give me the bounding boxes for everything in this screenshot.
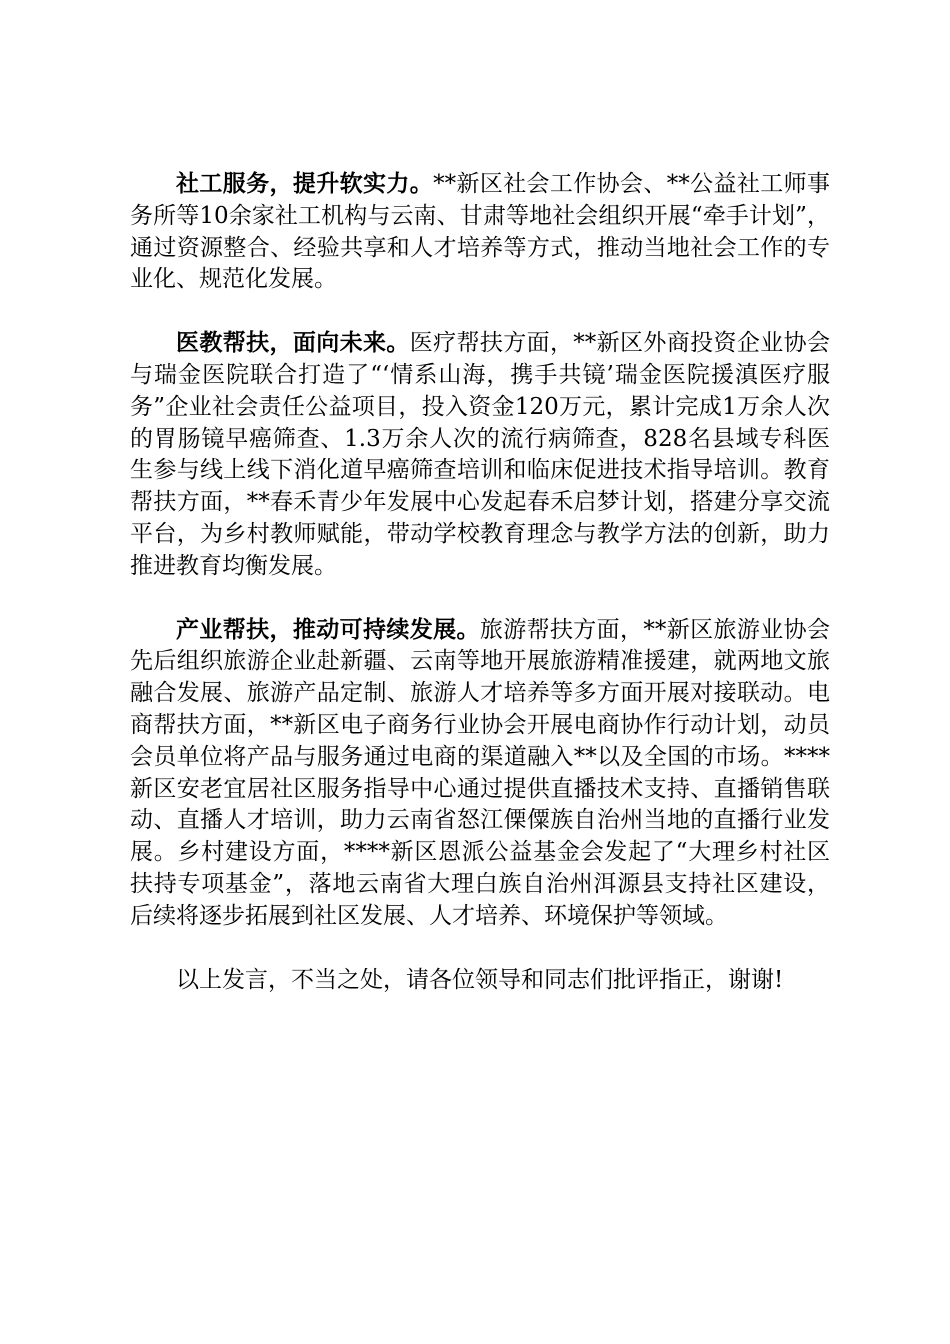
document-body bbox=[130, 168, 830, 996]
paragraph-text: 以上发言，不当之处，请各位领导和同志们批评指正，谢谢! bbox=[176, 966, 784, 993]
paragraph-medical-education bbox=[130, 327, 830, 582]
paragraph-heading: 社工服务，提升软实力。 bbox=[176, 170, 434, 197]
paragraph-text: 医疗帮扶方面，**新区外商投资企业协会与瑞金医院联合打造了“‘情系山海，携手共镜’瑞金医院援滇医疗服务”企业社会责任公益项目，投入资金120万元，累计完成1万余人次的胃肠镜早癌筛查、1.3万余人次的流行病筛查，828名县域专科医生参与线上线下消化道早癌筛查培训和临床促进技术指导培训。教育帮扶方面，**春禾青少年发展中心发起春禾启梦计划，搭建分享交流平台，为乡村教师赋能，带动学校教育理念与教学方法的创新，助力推进教育均衡发展。 bbox=[130, 330, 831, 579]
paragraph-heading: 医教帮扶，面向未来。 bbox=[176, 329, 410, 357]
paragraph-heading: 产业帮扶，推动可持续发展。 bbox=[176, 615, 480, 643]
paragraph-text: 旅游帮扶方面，**新区旅游业协会先后组织旅游企业赴新疆、云南等地开展旅游精准援建，就两地文旅融合发展、旅游产品定制、旅游人才培养等多方面开展对接联动。电商帮扶方面，**新区电子商务行业协会开展电商协作行动计划，动员会员单位将产品与服务通过电商的渠道融入**以及全国的市场。****新区安老宜居社区服务指导中心通过提供直播技术支持、直播销售联动、直播人才培训，助力云南省怒江傈僳族自治州当地的直播行业发展。乡村建设方面，****新区恩派公益基金会发起了“大理乡村社区扶持专项基金”，落地云南省大理白族自治州洱源县支持社区建设，后续将逐步拓展到社区发展、人才培养、环境保护等领域。 bbox=[130, 616, 831, 929]
paragraph-industry bbox=[130, 614, 830, 933]
paragraph-social-work bbox=[130, 168, 830, 296]
paragraph-closing bbox=[130, 964, 830, 997]
paragraph-text: **新区社会工作协会、**公益社工师事务所等10余家社工机构与云南、甘肃等地社会组织开展“牵手计划”，通过资源整合、经验共享和人才培养等方式，推动当地社会工作的专业化、规范化发展。 bbox=[130, 171, 831, 293]
